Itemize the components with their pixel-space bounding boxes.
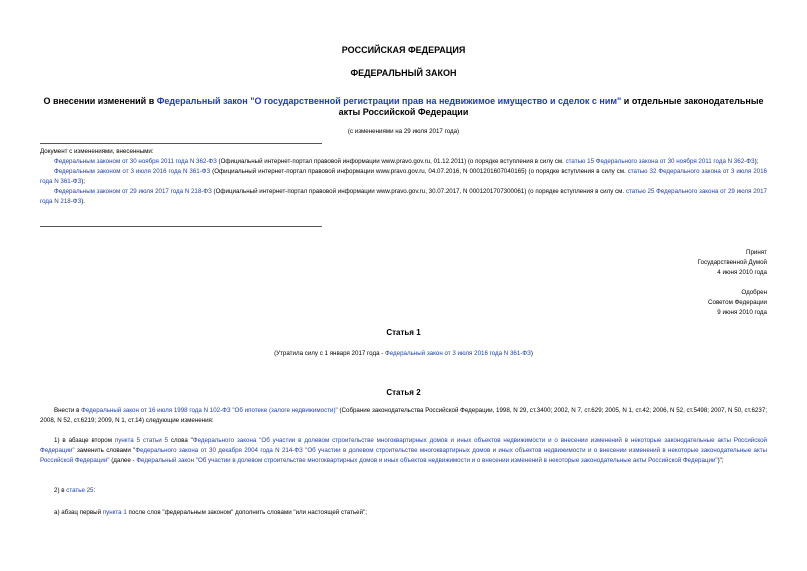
- approved-date: 9 июня 2010 года: [717, 309, 767, 316]
- change-text: (Официальный интернет-портал правовой информации www.pravo.gov.ru, 30.07.2017, N 0001201707300061) (о порядке вступления в силу см.: [211, 188, 626, 195]
- law-214-fz-link[interactable]: Федерального закона от 30 декабря 2004 года N 214-ФЗ "Об участии в долевом строительстве многоквартирных домов и иных объектов недвижимости и о внесении изменений в некоторые законодательные акты Российской Федерации": [40, 447, 767, 464]
- adopted-label: Принят: [746, 249, 767, 256]
- change-law-link[interactable]: Федеральным законом от 29 июля 2017 года N 218-ФЗ: [54, 188, 212, 195]
- article-2-body: [40, 406, 767, 426]
- article-2-item-1: [40, 436, 767, 466]
- title-suffix: и отдельные законодательные акты Российской Федерации: [338, 96, 764, 117]
- edition-note: (с изменениями на 29 июля 2017 года): [347, 128, 460, 135]
- article-1-heading: Статья 1: [386, 328, 421, 337]
- shared-construction-law-link[interactable]: Федерального закона "Об участии в долевом строительстве многоквартирных домов и иных объектов недвижимости и о внесении изменений в некоторые законодательные акты Российской Федерации": [40, 437, 768, 454]
- text-run: )";: [717, 457, 724, 464]
- article-2-paragraph: [40, 508, 767, 518]
- text-run: 2) в: [54, 487, 67, 494]
- top-divider: [40, 143, 322, 144]
- article-1-note-prefix: (Утратила силу с 1 января 2017 года -: [274, 350, 386, 357]
- approved-body: Советом Федерации: [708, 299, 767, 306]
- change-end: ).: [81, 198, 85, 205]
- shared-construction-law-short-link[interactable]: Федеральный закон "Об участии в долевом строительстве многоквартирных домов и иных объектов недвижимости и о внесении изменений в некоторые законодательные акты Российской Федерации": [136, 457, 718, 464]
- country-heading: РОССИЙСКАЯ ФЕДЕРАЦИЯ: [341, 45, 466, 55]
- text-run: Внести в: [54, 407, 82, 414]
- article-2-item-2a: [40, 508, 767, 518]
- change-text: (Официальный интернет-портал правовой информации www.pravo.gov.ru, 01.12.2011) (о порядке вступления в силу см.: [216, 158, 566, 165]
- point-5-article-5-link[interactable]: пункта 5 статьи 5: [114, 437, 168, 444]
- change-article-link[interactable]: статью 32 Федерального закона от 3 июля 2016 года N 361-ФЗ: [40, 168, 767, 185]
- text-run: после слов "федеральным законом" дополнить словами "или настоящей статьей";: [126, 509, 367, 516]
- text-run: (далее -: [109, 457, 137, 464]
- article-1-note: [0, 350, 807, 357]
- article-2-paragraph: [40, 486, 767, 496]
- change-item: [40, 187, 767, 207]
- change-law-link[interactable]: Федеральным законом от 3 июля 2016 года N 361-ФЗ: [54, 168, 211, 175]
- document-title: [40, 96, 767, 118]
- article-2-paragraph: [40, 436, 767, 466]
- point-1-link[interactable]: пункта 1: [102, 509, 127, 516]
- change-text: (Официальный интернет-портал правовой информации www.pravo.gov.ru, 04.07.2016, N 0001201607040165) (о порядке вступления в силу см.: [210, 168, 628, 175]
- bottom-divider: [40, 226, 322, 227]
- change-end: );: [81, 178, 85, 185]
- article-2-paragraph: [40, 406, 767, 426]
- change-item: [40, 167, 767, 187]
- changes-block: [40, 147, 767, 207]
- adopted-date: 4 июня 2010 года: [717, 269, 767, 276]
- adopted-block: [698, 248, 767, 278]
- article-25-link[interactable]: статье 25: [66, 487, 94, 494]
- adopted-body: Государственной Думой: [697, 259, 767, 266]
- text-run: заменить словами ": [74, 447, 136, 454]
- title-prefix: О внесении изменений в: [43, 96, 157, 106]
- text-run: слова ": [168, 437, 193, 444]
- title-law-link[interactable]: Федеральный закон "О государственной регистрации прав на недвижимое имущество и сделок с ним": [156, 96, 622, 106]
- change-law-link[interactable]: Федеральным законом от 30 ноября 2011 года N 362-ФЗ: [54, 158, 217, 165]
- text-run: (Собрание законодательства Российской Федерации, 1998, N 29, ст.3400; 2002, N 7, ст.629; 2005, N 1, ст.42; 2006, N 52, ст.5498; 2007, N 50, ст.6237; 2008, N 52, ст.6219; 2009, N 1, ст.14) следующие изменения:: [40, 407, 767, 424]
- article-1-note-suffix: ): [530, 350, 533, 357]
- changes-intro: Документ с изменениями, внесенными:: [40, 148, 154, 155]
- text-run: 1) в абзаце втором: [54, 437, 115, 444]
- article-2-heading: Статья 2: [386, 388, 421, 397]
- change-item: [40, 157, 767, 167]
- law-type-heading: ФЕДЕРАЛЬНЫЙ ЗАКОН: [350, 68, 457, 78]
- article-2-item-2: [40, 486, 767, 496]
- change-end: );: [754, 158, 759, 165]
- mortgage-law-link[interactable]: Федеральный закон от 16 июля 1998 года N 102-ФЗ "Об ипотеке (залоге недвижимости)": [81, 407, 338, 414]
- text-run: :: [93, 487, 96, 494]
- approved-label: Одобрен: [741, 289, 767, 296]
- text-run: а) абзац первый: [54, 509, 103, 516]
- article-1-note-link[interactable]: Федеральный закон от 3 июля 2016 года N 361-ФЗ: [385, 350, 531, 357]
- change-article-link[interactable]: статью 25 Федерального закона от 29 июля 2017 года N 218-ФЗ: [40, 188, 767, 205]
- approved-block: [708, 288, 767, 318]
- change-article-link[interactable]: статью 15 Федерального закона от 30 ноября 2011 года N 362-ФЗ: [565, 158, 755, 165]
